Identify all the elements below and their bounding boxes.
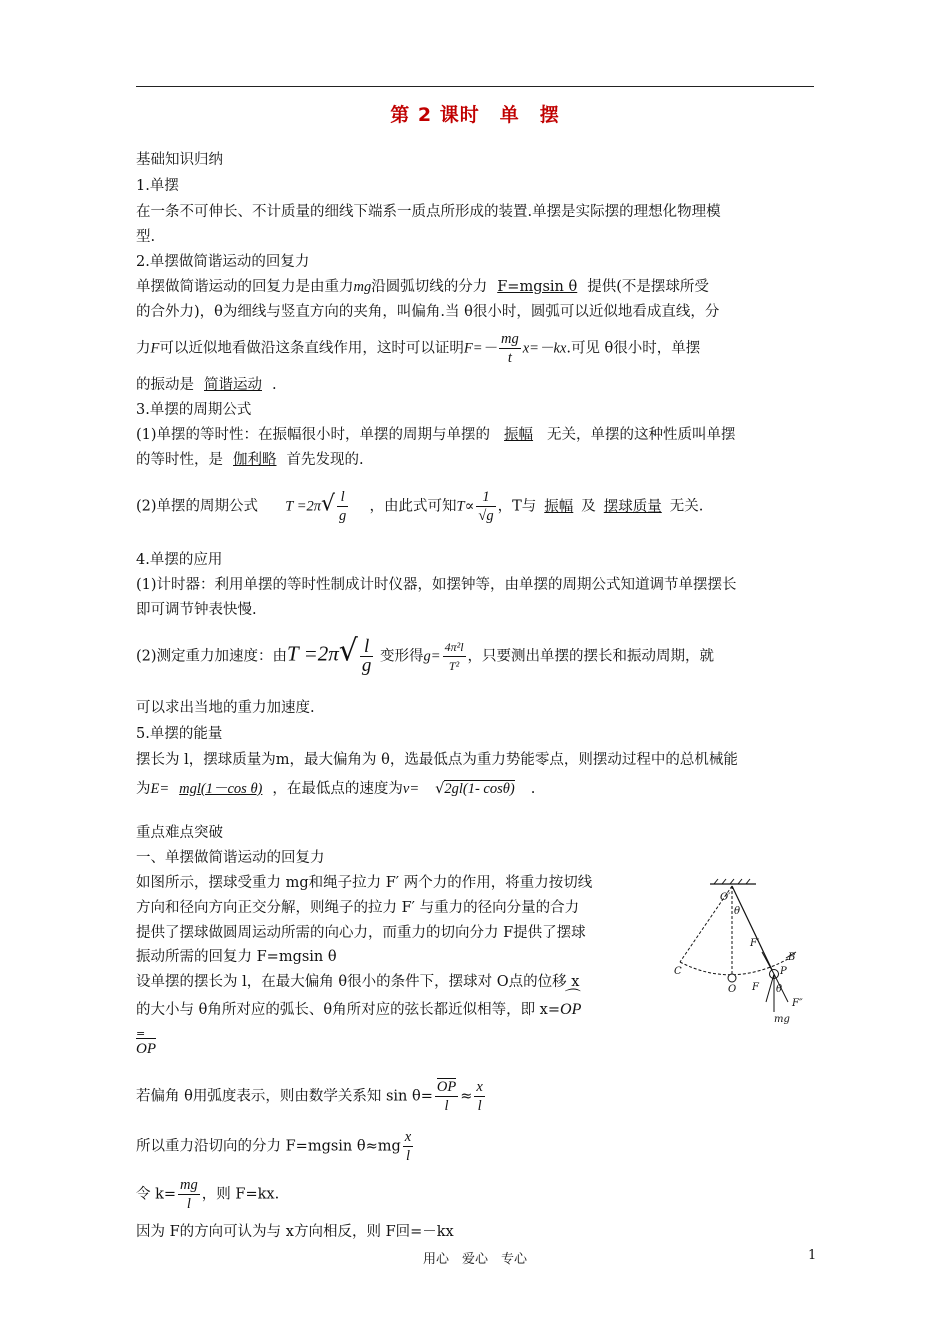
s5-heading: 5.单摆的能量	[136, 726, 223, 742]
k1-line9: 所以重力沿切向的分力 F=mgsin θ≈mg $\frac{x}{l}$	[136, 1129, 412, 1164]
k1-line7: =	[136, 1027, 146, 1040]
s2-heading: 2.单摆做简谐运动的回复力	[136, 254, 310, 270]
s3-p1: (1)单摆的等时性：在振幅很小时，单摆的周期与单摆的 振幅 无关，单摆的这种性质叫单摆	[136, 427, 736, 443]
s4-p2-cont: 可以求出当地的重力加速度.	[136, 700, 315, 716]
blank-amplitude-2: 振幅	[544, 498, 574, 515]
page-title: 第 2 课时 单 摆	[390, 104, 560, 126]
svg-text:C: C	[674, 966, 682, 977]
s5-p2: 为E= mgl(1－cos θ) ，在最低点的速度为v= √2gl(1- cosθ) .	[136, 781, 536, 797]
k1-line3: 提供了摆球做圆周运动所需的向心力，而重力的切向分力 F提供了摆球	[136, 925, 586, 941]
svg-text:mg: mg	[774, 1014, 790, 1024]
svg-text:F: F	[752, 982, 759, 993]
s4-p2: (2)测定重力加速度：由T =2π√ $\frac{l}{g}$ 变形得g= $\frac{\text{4π²l}}{\text{T²}}$ ，只要测出单摆的摆长和振动周期，就	[136, 633, 715, 676]
svg-text:O: O	[728, 984, 737, 995]
svg-text:θ: θ	[776, 984, 783, 995]
period-formula: T =2π	[285, 498, 321, 515]
svg-text:F″: F″	[792, 998, 803, 1009]
svg-text:F′: F′	[750, 938, 760, 949]
k1-line10: 令 k= $\frac{mg}{l}$ ，则 F=kx.	[136, 1177, 280, 1212]
blank-energy: mgl(1－cos θ)	[179, 781, 263, 797]
s1-body: 在一条不可伸长、不计质量的细线下端系一质点所形成的装置.单摆是实际摆的理想化物理模	[136, 204, 721, 220]
s2-line4: 的振动是 简谐运动 .	[136, 377, 277, 393]
s2-line2: 的合外力)，θ为细线与竖直方向的夹角，叫偏角.当 θ很小时，圆弧可以近似地看成直线，分	[136, 304, 720, 320]
blank-mass: 摆球质量	[603, 498, 662, 515]
page-number: 1	[808, 1248, 817, 1263]
s2-line3: 力F可以近似地看做沿这条直线作用，这时可以证明F=－ $\frac{mg}{t}$ x=－kx.可见 θ很小时，单摆	[136, 331, 701, 366]
blank-restoring-force: F=mgsin θ	[497, 279, 578, 295]
s3-heading: 3.单摆的周期公式	[136, 402, 252, 418]
label-O-prime: O′	[720, 892, 731, 903]
k1-line2: 方向和径向方向正交分解，则绳子的拉力 F′ 与重力的径向分量的合力	[136, 900, 580, 916]
s4-p1: (1)计时器：利用单摆的等时性制成计时仪器，如摆钟等，由单摆的周期公式知道调节单摆摆长	[136, 577, 737, 593]
k1-line8: 若偏角 θ用弧度表示，则由数学关系知 sin θ= $\frac{OP}{l}$ ≈ $\frac{x}{l}$	[136, 1079, 483, 1114]
chord-op: OP	[136, 1038, 156, 1059]
k1-line5: 设单摆的摆长为 l，在最大偏角 θ很小的条件下，摆球对 O点的位移 x	[136, 974, 580, 990]
pendulum-figure	[668, 874, 818, 1024]
k1-line4: 振动所需的回复力 F=mgsin θ	[136, 949, 337, 965]
k1-line6: 的大小与 θ角所对应的弧长、θ角所对应的弦长都近似相等，即 x= ⌒ OP	[136, 989, 582, 1018]
svg-text:B: B	[788, 952, 796, 963]
section-key: 重点难点突破	[136, 825, 223, 841]
svg-text:P: P	[780, 966, 787, 977]
header-rule	[136, 86, 814, 87]
s3-p2: (2)单摆的周期公式 T =2π√ $\frac{l}{g}$ ，由此式可知T∝ $\frac{1}{√g}$ ，T与 振幅 及 摆球质量 无关.	[136, 489, 704, 524]
blank-shm: 简谐运动	[204, 377, 262, 393]
s2-line1: 单摆做简谐运动的回复力是由重力mg沿圆弧切线的分力 F=mgsin θ 提供(不是摆球所受	[136, 279, 709, 295]
blank-galileo: 伽利略	[233, 452, 277, 468]
fraction-mg-t: $\frac{mg}{t}$	[501, 331, 519, 366]
s1-body-cont: 型.	[136, 229, 156, 245]
blank-amplitude: 振幅	[504, 427, 534, 443]
k1-line1: 如图所示，摆球受重力 mg和绳子拉力 F′ 两个力的作用，将重力按切线	[136, 875, 593, 891]
section-basic: 基础知识归纳	[136, 152, 223, 168]
s5-p1: 摆长为 l，摆球质量为m，最大偏角为 θ，选最低点为重力势能零点，则摆动过程中的总机械能	[136, 752, 738, 768]
k1-line11: 因为 F的方向可认为与 x方向相反，则 F回=－kx	[136, 1224, 454, 1240]
s3-p1-cont: 的等时性，是 伽利略 首先发现的.	[136, 452, 364, 468]
svg-text:θ: θ	[734, 906, 741, 917]
s4-heading: 4.单摆的应用	[136, 552, 223, 568]
s4-p1-cont: 即可调节钟表快慢.	[136, 602, 257, 618]
k1-heading: 一、单摆做简谐运动的回复力	[136, 850, 325, 866]
footer: 用心 爱心 专心	[422, 1252, 527, 1267]
s1-heading: 1.单摆	[136, 178, 179, 194]
